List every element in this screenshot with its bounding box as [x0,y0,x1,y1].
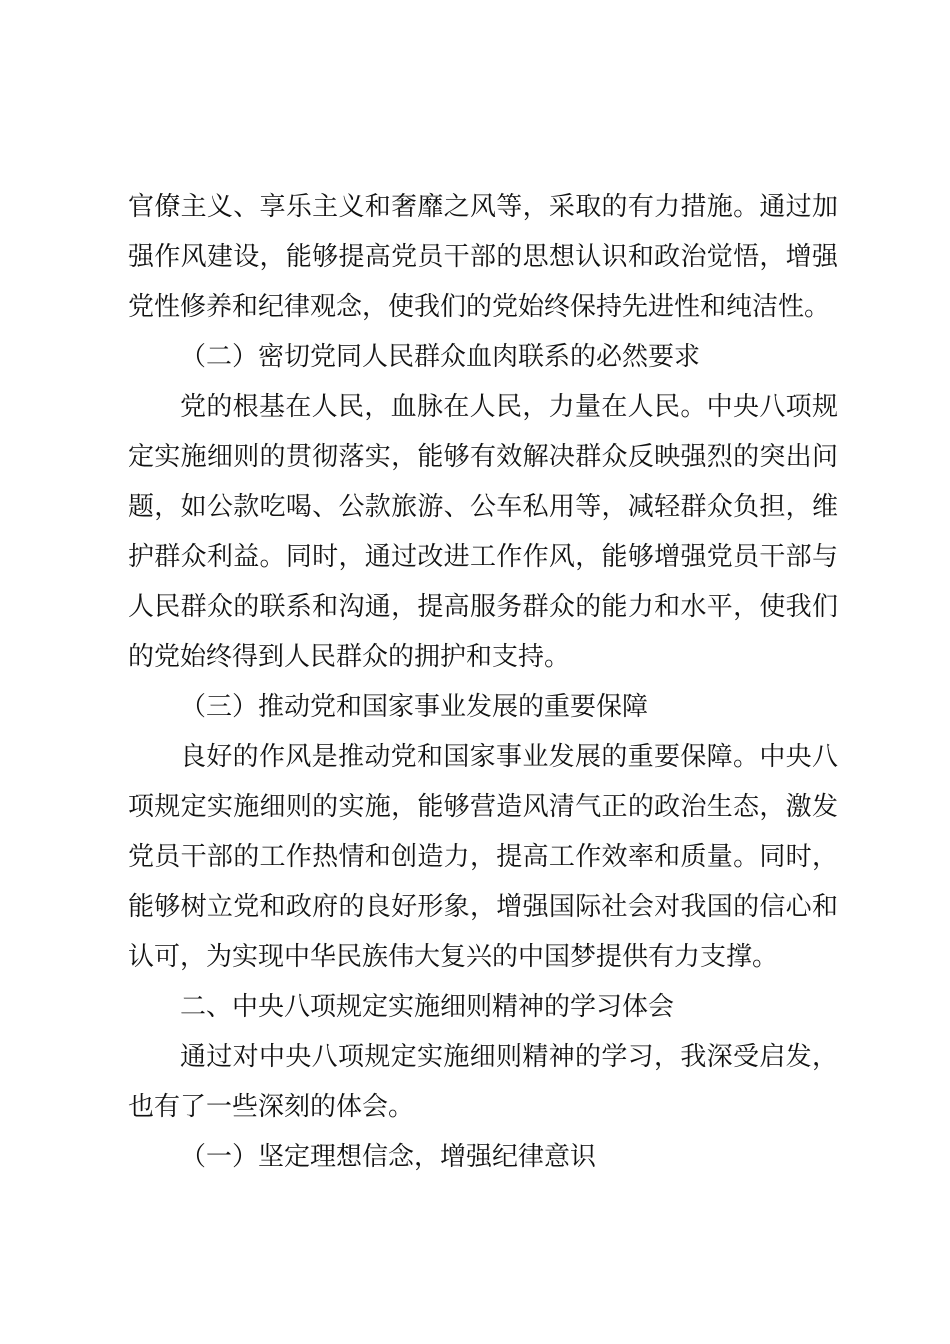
paragraph-2-line-5: 人民群众的联系和沟通，提高服务群众的能力和水平，使我们 [128,592,838,622]
paragraph-2-line-1: 党的根基在人民，血脉在人民，力量在人民。中央八项规 [180,392,838,422]
paragraph-1-line-3: 党性修养和纪律观念，使我们的党始终保持先进性和纯洁性。 [128,292,831,322]
paragraph-3-line-1: 良好的作风是推动党和国家事业发展的重要保障。中央八 [180,742,838,772]
paragraph-4-line-1: 通过对中央八项规定实施细则精神的学习，我深受启发， [180,1042,838,1072]
paragraph-3-line-4: 能够树立党和政府的良好形象，增强国际社会对我国的信心和 [128,892,838,922]
chapter-heading-2: 二、中央八项规定实施细则精神的学习体会 [180,992,675,1022]
section-heading-2: （二）密切党同人民群众血肉联系的必然要求 [180,342,701,372]
paragraph-2-line-4: 护群众利益。同时，通过改进工作作风，能够增强党员干部与 [128,542,838,572]
section-heading-3: （三）推动党和国家事业发展的重要保障 [180,692,649,722]
paragraph-2-line-3: 题，如公款吃喝、公款旅游、公车私用等，减轻群众负担，维 [128,492,838,522]
paragraph-2-line-2: 定实施细则的贯彻落实，能够有效解决群众反映强烈的突出问 [128,442,838,472]
document-body [128,182,838,1182]
paragraph-3-line-3: 党员干部的工作热情和创造力，提高工作效率和质量。同时， [128,842,838,872]
paragraph-1-line-2: 强作风建设，能够提高党员干部的思想认识和政治觉悟，增强 [128,242,838,272]
section-heading-1: （一）坚定理想信念，增强纪律意识 [180,1142,597,1172]
paragraph-3-line-2: 项规定实施细则的实施，能够营造风清气正的政治生态，激发 [128,792,838,822]
paragraph-2-line-6: 的党始终得到人民群众的拥护和支持。 [128,642,571,672]
paragraph-1-line-1: 官僚主义、享乐主义和奢靡之风等，采取的有力措施。通过加 [128,192,838,222]
paragraph-3-line-5: 认可，为实现中华民族伟大复兴的中国梦提供有力支撑。 [128,942,779,972]
paragraph-4-line-2: 也有了一些深刻的体会。 [128,1092,415,1122]
